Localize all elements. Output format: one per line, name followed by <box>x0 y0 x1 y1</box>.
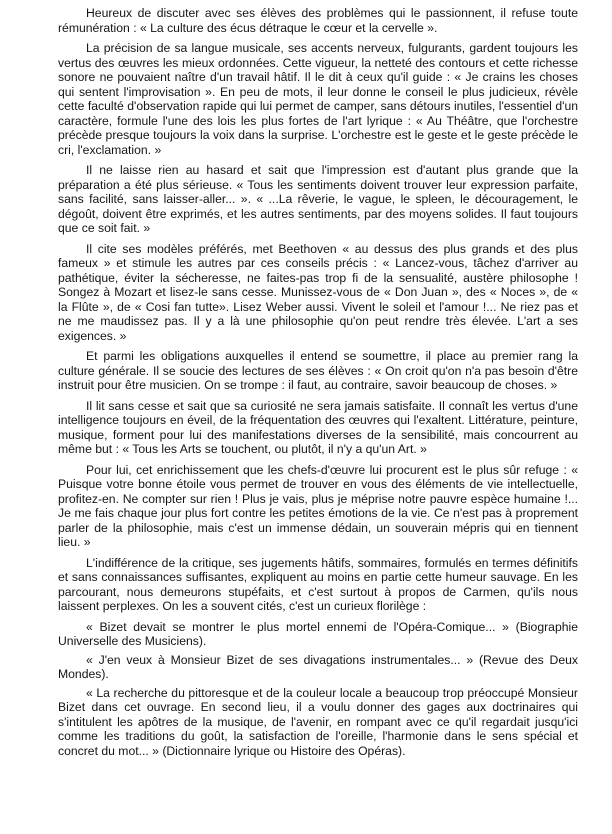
quote-dictionnaire: « La recherche du pittoresque et de la couleur locale a beaucoup trop préoccupé Monsieur Bizet dans cet ouvrage. En second lieu, il a voulu donner des gages aux doctrinaires qui s'intitulent les apôtres de la musique, de l'avenir, en rompant avec ce qu'il regardait jusqu'ici comme les traditions du goût, la satisfaction de l'oreille, l'harmonie dans le sens spécial et concret du mot... » (Dictionnaire lyrique ou Histoire des Opéras). <box>58 685 578 758</box>
paragraph-criticism: L'indifférence de la critique, ses jugements hâtifs, sommaires, formulés en termes définitifs et sans connaissances suffisantes, expliquent au moins en partie cette humeur sauvage. En les parcourant, nous demeurons stupéfaits, et c'est surtout à propos de Carmen, qu'ils nous laissent perplexes. On les a souvent cités, c'est un curieux florilège : <box>58 555 578 613</box>
paragraph-refuge: Pour lui, cet enrichissement que les chefs-d'œuvre lui procurent est le plus sûr refuge : « Puisque votre bonne étoile vous permet de trouver en vous des éléments de vie intellectuelle, profitez-en. Ne compter sur rien ! Plus je vais, plus je méprise notre pauvre espèce humaine !... Je me fais chaque jour plus fort contre les petites émotions de la vie. Ce n'est pas à proprement parler de la philosophie, mais c'est un immense dédain, un souverain mépris qui en tiennent lieu. » <box>58 462 578 549</box>
paragraph-musical-language: La précision de sa langue musicale, ses accents nerveux, fulgurants, gardent toujours les vertus des œuvres les mieux ordonnées. Cette vigueur, la netteté des contours et cette richesse sonore ne pouvaient naître d'un travail hâtif. Il le dit à ceux qu'il guide : « Je crains les choses qui sentent l'improvisation ». En peu de mots, il leur donne le conseil le plus judicieux, révèle cette faculté d'observation rapide qui lui permet de camper, sans détours inutiles, l'essentiel d'un caractère, formule l'une des lois les plus fortes de l'art lyrique : « Au Théâtre, que l'orchestre précède presque toujours la voix dans la surprise. L'orchestre est le geste et le geste précède le cri, l'exclamation. » <box>58 41 578 157</box>
paragraph-models: Il cite ses modèles préférés, met Beethoven « au dessus des plus grands et des plus fameux » et stimule les autres par ces conseils précis : « Lancez-vous, tâchez d'arriver au pathétique, éviter la sécheresse, ne faites-pas trop fi de la sensualité, austère philosophe ! Songez à Mozart et lisez-le sans cesse. Munissez-vous de « Don Juan », des « Noces », de « la Flûte », de « Cosi fan tutte». Lisez Weber aussi. Vivent le soleil et l'amour !... Ne riez pas et ne me maudissez pas. Il y a là une philosophie qu'on peut rendre très élevée. L'art a ses exigences. » <box>58 241 578 343</box>
quote-biographie: « Bizet devait se montrer le plus mortel ennemi de l'Opéra-Comique... » (Biographie Universelle des Musiciens). <box>58 619 578 648</box>
paragraph-general-culture: Et parmi les obligations auxquelles il entend se soumettre, il place au premier rang la culture générale. Il se soucie des lectures de ses élèves : « On croit qu'on n'a pas besoin d'être instruit pour être musicien. On se trompe : il faut, au contraire, savoir beaucoup de choses. » <box>58 349 578 392</box>
paragraph-preparation: Il ne laisse rien au hasard et sait que l'impression est d'autant plus grande que la préparation a été plus sérieuse. « Tous les sentiments doivent trouver leur expression parfaite, sans facilité, sans laisser-aller... ». « ...La rêverie, le vague, le spleen, le découragement, le dégoût, doivent être exprimés, et les autres sentiments, par des moyens solides. Il faut toujours que ce soit fait. » <box>58 163 578 235</box>
paragraph-remuneration: Heureux de discuter avec ses élèves des problèmes qui le passionnent, il refuse toute rémunération : « La culture des écus détraque le cœur et la cervelle ». <box>58 6 578 35</box>
quote-revue: « J'en veux à Monsieur Bizet de ses divagations instrumentales... » (Revue des Deux Mondes). <box>58 652 578 681</box>
paragraph-curiosity: Il lit sans cesse et sait que sa curiosité ne sera jamais satisfaite. Il connaît les vertus d'une intelligence toujours en éveil, de la fréquentation des œuvres qui l'exaltent. Littérature, peinture, musique, forment pour lui des manifestations diverses de la sensibilité, mais concourrent au même but : « Tous les Arts se touchent, ou plutôt, il n'y a qu'un Art. » <box>58 398 578 456</box>
